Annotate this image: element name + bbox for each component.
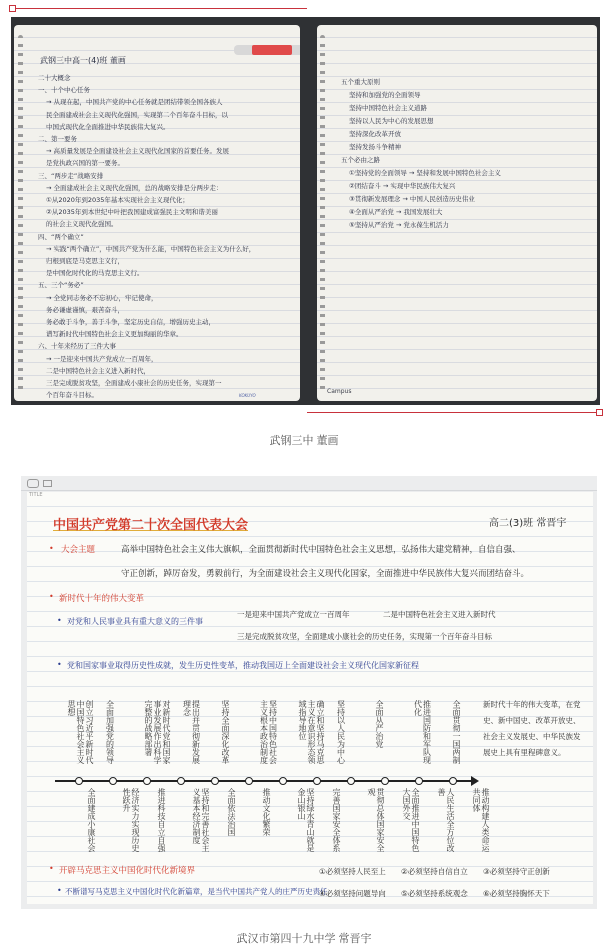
binder-rings	[18, 35, 23, 391]
timeline-item: 提出并贯彻新发展理念	[182, 700, 201, 764]
note-line: 是中国化时代化的马克思主义行。	[46, 269, 144, 278]
note-line: 谱写新时代中国特色社会主义更加绚丽的华章。	[46, 330, 183, 339]
must-1: ①必须坚持人民至上	[319, 867, 386, 876]
pen-label	[252, 45, 292, 55]
timeline-item: 全面从严治党	[375, 700, 384, 748]
must-6: ⑥必须坚持胸怀天下	[483, 889, 550, 898]
timeline-item: 经济实力实现历史性跃升	[122, 788, 140, 852]
note-line: 三、“两步走”战略安排	[38, 171, 104, 180]
note-line: 民全面建成社会主义现代化强国，实现第二个百年奋斗目标，以	[46, 110, 228, 119]
timeline-item: 坚持以人民为中心	[336, 700, 346, 764]
top-decor-line	[11, 8, 307, 9]
timeline-axis	[55, 780, 475, 782]
note-line: ④全面从严治党 → 我国发展壮大	[349, 208, 443, 216]
timeline-item: 推进科技自立自强	[157, 788, 166, 852]
decor-square	[9, 5, 16, 12]
photo1-caption: 武钢三中 董画	[269, 435, 339, 447]
note-line: 坚持发扬斗争精神	[349, 143, 401, 151]
timeline-node	[143, 777, 151, 785]
must-5: ⑤必须坚持系统观念	[401, 889, 468, 898]
left-notebook-page: 武钢三中高一(4)班 董画 二十大概念 一、十个中心任务 → 从现在起，中国共产党的中心任务就是团结带领全国各族人 民全面建成社会主义现代化强国，实现第二个百年奋斗目标，以 中国式现代化全面推进中华民族伟大复兴。 二、第一要务 → 高质量发展是全面建设社会主义现代化国家的首要任务。发展 是党执政兴国的第一要务。 三、“两步走”战略安排 → 全面建成社会主义现代化强国，总的战略安排是分两步走： ①从2020年到2035年基本实现社会主义现代化； ②从2035年到本世纪中叶把我国建成富强民主文明和谐美丽 的社会主义现代化强国。 四、“两个确立” → 实践“两个确立”，中国共产党为什么能，中国特色社会主义为什么好， 归根到底是马克思主义行， 是中国化时代化的马克思主义行。 五、三个“务必” → 全党同志务必不忘初心，牢记使命， 务必谦虚谨慎，艰苦奋斗， 务必敢于斗争，善于斗争，坚定历史自信，增强历史主动， 谱写新时代中国特色社会主义更加绚丽的华章。 六、十年来经历了三件大事 → 一是迎来中国共产党成立一百周年， 二是中国特色社会主义进入新时代， 三是完成脱贫攻坚，全面建成小康社会的历史任务，实现第一 个百年奋斗目标。 KOKUYO	[14, 25, 300, 401]
right-notebook-page	[317, 25, 597, 401]
must-3: ③必须坚持守正创新	[483, 867, 550, 876]
note-author: 高二(3)班 常晋宇	[489, 518, 567, 529]
timeline-node	[177, 777, 185, 785]
timeline-node	[109, 777, 117, 785]
page-header: 武钢三中高一(4)班 董画	[40, 56, 126, 65]
timeline-node	[75, 777, 83, 785]
note-line: 坚持深化改革开放	[349, 130, 401, 138]
achievements-label: 党和国家事业取得历史性成就，发生历史性变革，推动我国迈上全面建设社会主义现代化国家新征程	[67, 661, 419, 670]
note-line: 五个重大原则	[341, 78, 380, 86]
note-line: 六、十年来经历了三件大事	[38, 342, 116, 351]
note-line: 二是中国特色社会主义进入新时代，	[46, 366, 150, 375]
note-line: 是党执政兴国的第一要务。	[46, 159, 124, 168]
note-line: 四、“两个确立”	[38, 232, 84, 241]
note-line: → 高质量发展是全面建设社会主义现代化国家的首要任务。发展	[46, 147, 230, 156]
timeline-node	[313, 777, 321, 785]
binder-rings	[320, 35, 325, 391]
timeline-item: 全面依法治国	[227, 788, 236, 836]
timeline-node	[279, 777, 287, 785]
note-line: 的社会主义现代化强国。	[46, 220, 118, 229]
theme-label: 大会主题	[61, 545, 96, 555]
note-line: 坚持和加强党的全面领导	[349, 91, 421, 99]
note-line: → 一是迎来中国共产党成立一百周年，	[46, 354, 158, 363]
note-line: 个百年奋斗目标。	[46, 391, 98, 400]
event-3: 三是完成脱贫攻坚，全面建成小康社会的历史任务，实现第一个百年奋斗目标	[237, 632, 492, 641]
mid-decor-line	[307, 412, 599, 413]
note-line: 二、第一要务	[38, 135, 77, 143]
note-line: 三是完成脱贫攻坚，全面建成小康社会的历史任务，实现第一	[46, 379, 222, 387]
note-line: ②团结奋斗 → 实现中华民族伟大复兴	[349, 182, 456, 190]
decade-label: 新时代十年的伟大变革	[59, 594, 145, 604]
note-line: → 实践“两个确立”，中国共产党为什么能，中国特色社会主义为什么好，	[46, 244, 256, 253]
timeline-item: 坚持全面深化改革	[221, 700, 230, 764]
timeline-item: 坚持绿水青山就是金山银山	[297, 788, 315, 852]
timeline-item: 全面贯彻一国两制	[452, 700, 461, 764]
note-line: 务必敢于斗争，善于斗争，坚定历史自信，增强历史主动，	[46, 318, 215, 326]
timeline-item: 对新时代党和国家事业发展作出科学完整的战略部署	[144, 700, 171, 764]
theme-text-2: 守正创新，踔厉奋发，勇毅前行，为全面建设社会主义现代化国家，全面推进中华民族伟大复兴而团结奋斗。	[121, 569, 530, 579]
note-line: 归根到底是马克思主义行，	[46, 257, 124, 265]
page-icon[interactable]	[43, 480, 52, 487]
three-events-label: 对党和人民事业具有重大意义的三件事	[67, 617, 203, 626]
note-line: ③贯彻新发展理念 → 中国人民创造历史伟业	[349, 195, 475, 203]
timeline-node	[415, 777, 423, 785]
sinicization-label: 开辟马克思主义中国化时代化新境界	[59, 866, 196, 876]
timeline-item: 推动文化繁荣	[262, 788, 271, 836]
timeline-item: 创立习近平新时代中国特色社会主义思想	[67, 700, 94, 764]
timeline-arrow	[471, 776, 479, 786]
note-line: ②从2035年到本世纪中叶把我国建成富强民主文明和谐美丽	[46, 208, 218, 217]
cloud-icon[interactable]	[27, 479, 39, 488]
note-line: → 全党同志务必不忘初心，牢记使命，	[46, 293, 158, 302]
timeline-item: 推动构建人类命运共同体	[472, 788, 490, 852]
notebook-brand: Campus	[327, 388, 352, 395]
event-1: 一是迎来中国共产党成立一百周年	[237, 610, 350, 619]
timeline-item: 完善国家安全体系	[332, 788, 341, 852]
timeline-item: 全面建成小康社会	[87, 788, 96, 852]
timeline-item: 全面加强党的领导	[105, 700, 115, 764]
timeline-node	[347, 777, 355, 785]
side-note: 新时代十年的伟大变革，在党史、新中国史、改革开放史、社会主义发展史、中华民族发展史上具有里程碑意义。	[483, 700, 581, 757]
timeline-item: 坚持中国特色社会主义根本政治制度	[259, 700, 278, 764]
tablet-notes-photo	[21, 476, 597, 909]
note-line: ①坚持党的全面领导 → 坚持和发展中国特色社会主义	[349, 169, 501, 177]
app-toolbar	[21, 476, 597, 491]
note-line: 一、十个中心任务	[38, 86, 90, 95]
timeline-item: 贯彻总体国家安全观	[367, 788, 385, 852]
must-2: ②必须坚持自信自立	[401, 867, 468, 876]
timeline-item: 推进国防和军队现代化	[413, 700, 432, 764]
photo2-caption: 武汉市第四十九中学 常晋宇	[236, 933, 372, 945]
timeline-node	[245, 777, 253, 785]
note-line: 务必谦虚谨慎，艰苦奋斗，	[46, 305, 124, 314]
note-line: → 全面建成社会主义现代化强国，总的战略安排是分两步走：	[46, 183, 223, 192]
note-line: → 从现在起，中国共产党的中心任务就是团结带领全国各族人	[46, 98, 223, 107]
timeline-item: 人民生活全方位改善	[437, 788, 455, 852]
note-line: ⑤坚持从严治党 → 党永葆生机活力	[349, 221, 449, 229]
timeline-item: 确立和坚持马克思主义在意识形态领域指导地位	[298, 700, 325, 764]
must-4: ④必须坚持问题导向	[319, 889, 386, 898]
note-line: 坚持以人民为中心的发展思想	[349, 117, 434, 125]
theme-text-1: 高举中国特色社会主义伟大旗帜，全面贯彻新时代中国特色社会主义思想，弘扬伟大建党精神，自信自强、	[121, 545, 521, 555]
note-line: 五、三个“务必”	[38, 281, 84, 290]
note-title: 中国共产党第二十次全国代表大会	[53, 518, 249, 533]
timeline-item: 全面推进中国特色大国外交	[402, 788, 420, 852]
sinicization-text: 不断谱写马克思主义中国化时代化新篇章，是当代中国共产党人的庄严历史责任	[65, 887, 328, 896]
timeline-item: 坚持和完善社会主义基本经济制度	[192, 788, 210, 852]
note-line: 五个必由之路	[341, 156, 380, 164]
event-2: 二是中国特色社会主义进入新时代	[383, 610, 496, 619]
timeline-node	[381, 777, 389, 785]
timeline-node	[449, 777, 457, 785]
note-line: 坚持中国特色社会主义道路	[349, 104, 427, 112]
timeline-node	[211, 777, 219, 785]
note-canvas: TITLE 中国共产党第二十次全国代表大会 高二(3)班 常晋宇 • 大会主题 高举中国特色社会主义伟大旗帜，全面贯彻新时代中国特色社会主义思想，弘扬伟大建党精神，自信自强、 守正创新，踔厉奋发，勇毅前行，为全面建设社会主义现代化国家，全面推进中华民族伟大复兴而团结奋斗。 • 新时代十年的伟大变革 • 对党和人民事业具有重大意义的三件事 一是迎来中国共产党成立一百周年 二是中国特色社会主义进入新时代 三是完成脱贫攻坚，全面建成小康社会的历史任务，实现第一个百年奋斗目标 • 党和国家事业取得历史性成就，发生历史性变革，推动我国迈上全面建设社会主义现代化国家新征程 创立习近平新时代中国特色社会主义思想 全面加强党的领导 对新时代党和国家事业发展作出科学完整的战略部署 提出并贯彻新发展理念 坚持全面深化改革 坚持中国特色社会主义根本政治制度 确立和坚持马克思主义在意识形态领域指导地位 坚持以人民为中心 全面从严治党 推进国防和军队现代化 全面贯彻一国两制 全面建成小康社会 经济实力实现历史性跃升 推进科技自立自强 坚持和完善社会主义基本经济制度 全面依法治国 推动文化繁荣 坚持绿水青山就是金山银山 完善国家安全体系 贯彻总体国家安全观 全面推进中国特色大国外交 人民生活全方位改善 推动构建人类命运共同体 新时代十年的伟大变革，在党史、新中国史、改革开放史、社会主义发展史、中华民族发展史上具有里程碑意义。 • 开辟马克思主义中国化时代化新境界 ①必须坚持人民至上 ②必须坚持自信自立 ③必须坚持守正创新 • 不断谱写马克思主义中国化时代化新篇章，是当代中国共产党人的庄严历史责任 ④必须坚持问题导向 ⑤必须坚持系统观念 ⑥必须坚持胸怀天下	[27, 492, 593, 904]
note-line: 中国式现代化全面推进中华民族伟大复兴。	[46, 122, 170, 131]
note-line: 二十大概念	[38, 74, 71, 82]
notebook-photo	[11, 17, 600, 405]
note-line: ①从2020年到2035年基本实现社会主义现代化；	[46, 196, 189, 204]
decor-square	[596, 409, 603, 416]
